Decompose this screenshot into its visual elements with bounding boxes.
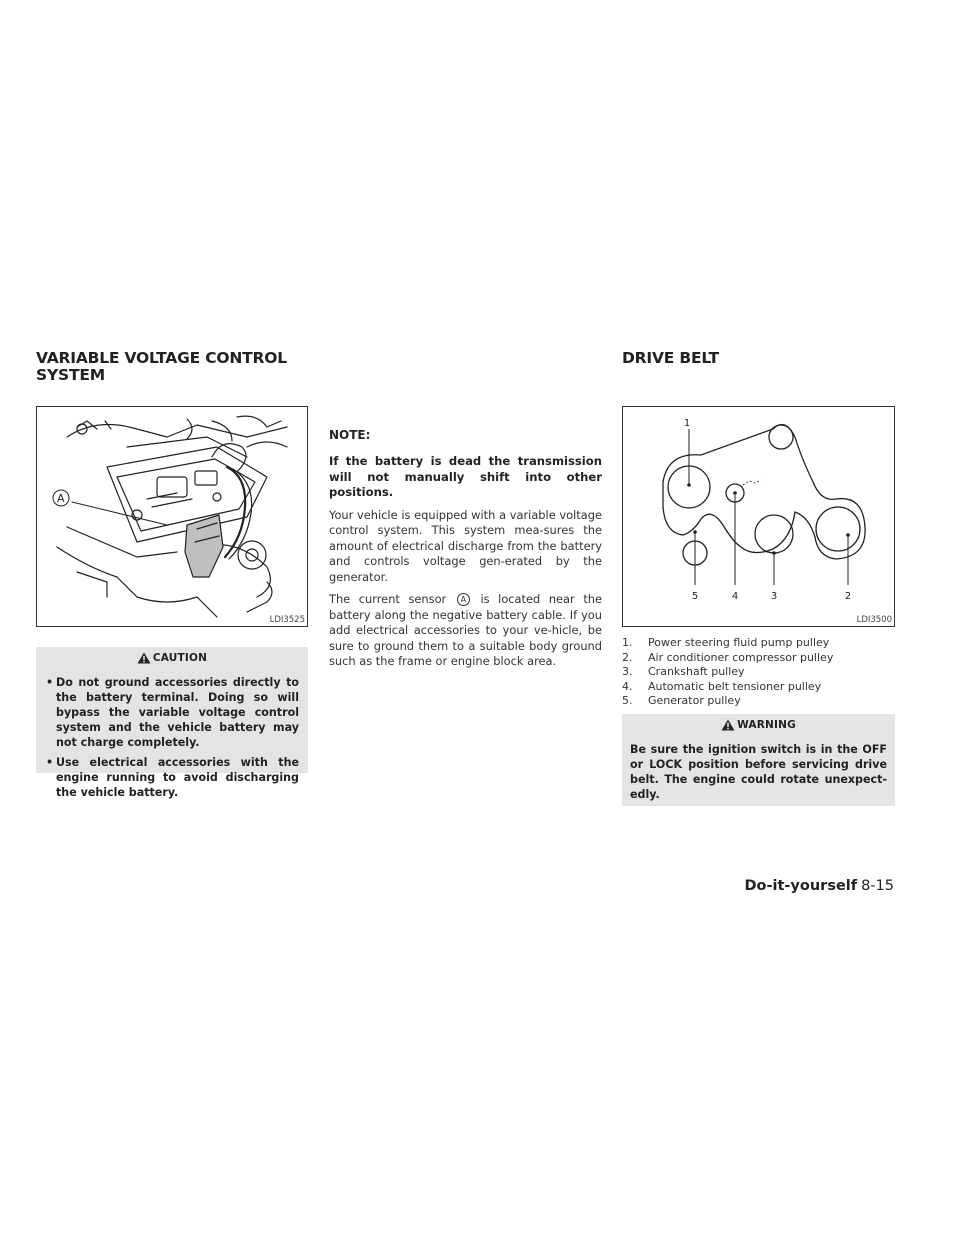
legend-text: Generator pulley (648, 694, 741, 707)
legend-num: 4. (622, 679, 633, 693)
sensor-text-before: The current sensor (329, 592, 447, 606)
warning-triangle-icon (137, 652, 151, 664)
pulley-legend (622, 636, 895, 709)
caution-label: CAUTION (152, 652, 208, 664)
callout-label-4: 4 (731, 591, 739, 602)
pulley-2 (816, 507, 860, 551)
callout-a-marker: A (457, 593, 470, 606)
legend-num: 5. (622, 694, 633, 707)
caution-header (36, 647, 308, 669)
battery-sensor-figure (36, 406, 308, 627)
legend-num: 1. (622, 636, 633, 649)
legend-text: Crankshaft pulley (648, 665, 745, 678)
sensor-text-after: is located near the battery along the negative battery cable. If you add electrical accessories to your ve-hicle, be sure to ground them to a suitable body ground such as the frame or engine block area. (329, 592, 603, 668)
callout-label-3: 3 (770, 591, 778, 602)
caution-item (45, 675, 299, 750)
belt-path (663, 425, 865, 560)
battery-sensor-illustration (37, 407, 307, 626)
note-text: If the battery is dead the transmission will not manually shift into other positions. (329, 454, 602, 499)
drive-belt-figure (622, 406, 895, 627)
section-title-drive-belt: DRIVE BELT (622, 349, 719, 367)
legend-text: Power steering fluid pump pulley (648, 636, 830, 649)
drive-belt-diagram (623, 407, 894, 626)
callout-label-5: 5 (691, 591, 699, 602)
warning-header (622, 714, 895, 736)
legend-num: 2. (622, 650, 633, 664)
figure-callout-a: A (57, 492, 65, 505)
paragraph-sensor (329, 592, 602, 670)
callout-label-2: 2 (844, 591, 852, 602)
paragraph-system: Your vehicle is equipped with a variable voltage control system. This system mea-sures the amount of electrical discharge from the battery and controls voltage gen-erated by the generator. (329, 507, 602, 584)
legend-item (622, 680, 895, 695)
caution-box (36, 647, 308, 799)
section-title-variable-voltage (36, 350, 287, 384)
legend-item (622, 636, 895, 651)
caution-item (45, 755, 299, 800)
figure-code: LDI3525 (269, 615, 305, 625)
legend-num: 3. (622, 665, 633, 678)
legend-text: Automatic belt tensioner pulley (648, 679, 822, 693)
legend-item (622, 665, 895, 680)
pulley-idler (769, 425, 793, 449)
bullet-icon: • (46, 676, 54, 689)
footer-section-title: Do-it-yourself (744, 878, 858, 894)
legend-item (622, 694, 895, 709)
section-title-line1: VARIABLE VOLTAGE CONTROL (36, 349, 287, 367)
warning-box (622, 714, 895, 806)
warning-label: WARNING (737, 719, 796, 731)
figure-code: LDI3500 (856, 615, 892, 625)
note-label: NOTE: (329, 428, 371, 442)
section-title-line2: SYSTEM (36, 366, 105, 384)
warning-triangle-icon (721, 719, 735, 731)
legend-item (622, 651, 895, 666)
page-footer (745, 878, 895, 894)
middle-column (329, 428, 602, 677)
legend-text: Air conditioner compressor pulley (648, 650, 834, 664)
page-number: 8-15 (861, 878, 894, 894)
callout-label-1: 1 (683, 418, 691, 429)
caution-item-text: Use electrical accessories with the engine running to avoid discharging the vehicle battery. (56, 756, 299, 799)
caution-item-text: Do not ground accessories directly to the battery terminal. Doing so will bypass the variable voltage control system and the vehicle battery may not charge completely. (56, 676, 299, 749)
bullet-icon: • (46, 756, 54, 769)
warning-text: Be sure the ignition switch is in the OFF or LOCK position before servicing drive belt. The engine could rotate unexpect-edly. (630, 743, 887, 801)
